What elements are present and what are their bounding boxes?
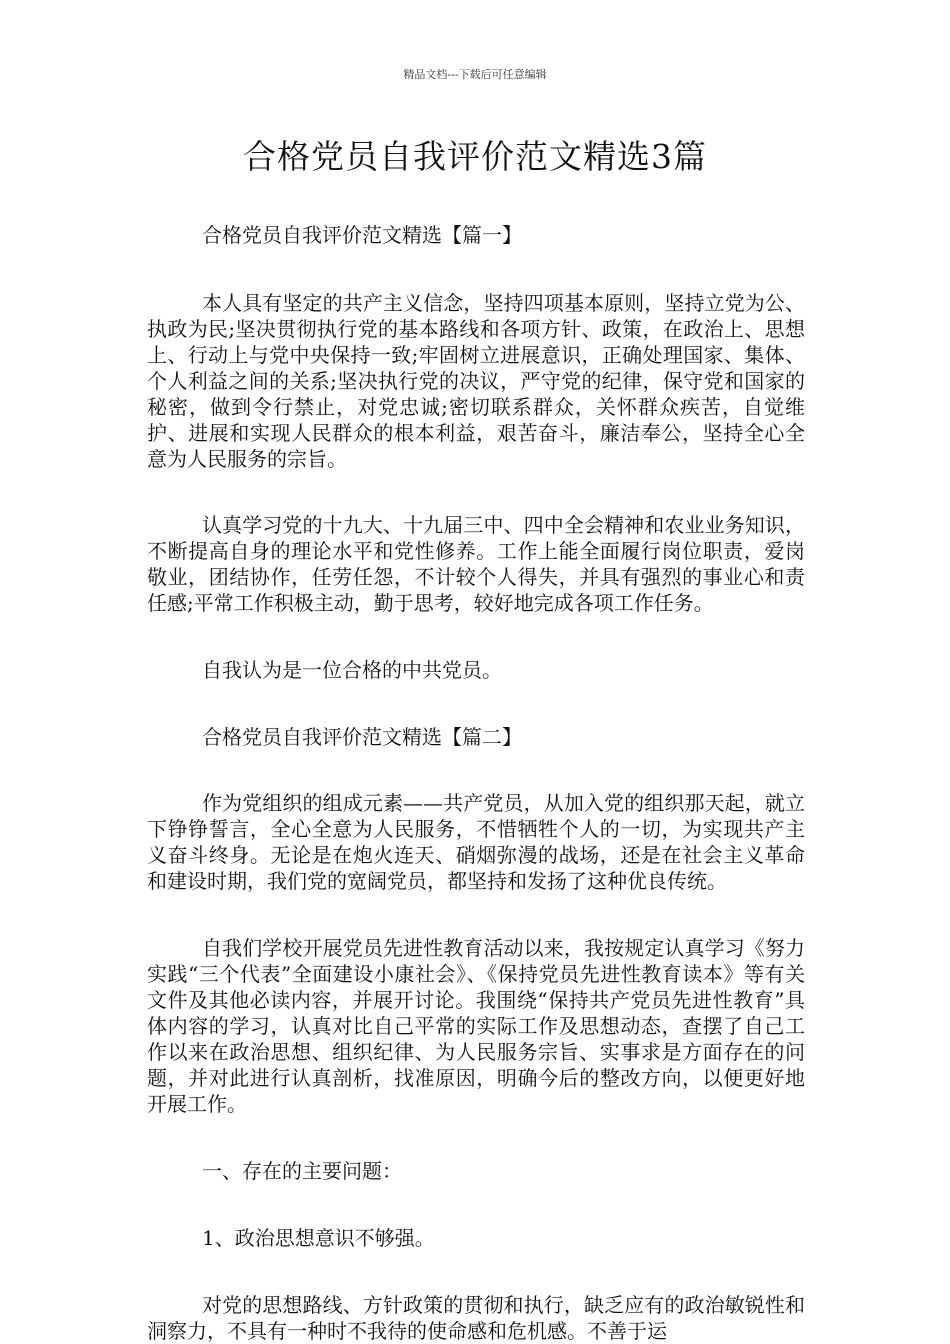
section-heading-part-1: 合格党员自我评价范文精选【篇一】 (202, 223, 522, 247)
body-paragraph: 认真学习党的十九大、十九届三中、四中全会精神和农业业务知识，不断提高自身的理论水平和党性修养。工作上能全面履行岗位职责，爱岗敬业，团结协作，任劳任怨，不计较个人得失，并具有强烈的事业心和责任感;平常工作积极主动，勤于思考，较好地完成各项工作任务。 (147, 513, 805, 615)
body-paragraph: 自我认为是一位合格的中共党员。 (202, 658, 502, 682)
body-paragraph: 自我们学校开展党员先进性教育活动以来，我按规定认真学习《努力实践“三个代表”全面建设小康社会》、《保持党员先进性教育读本》等有关文件及其他必读内容，并展开讨论。我围绕“保持共产党员先进性教育”具体内容的学习，认真对比自己平常的实际工作及思想动态，查摆了自己工作以来在政治思想、组织纪律、为人民服务宗旨、实事求是方面存在的问题，并对此进行认真剖析，找准原因，明确今后的整改方向，以便更好地开展工作。 (147, 936, 805, 1116)
body-paragraph: 作为党组织的组成元素——共产党员，从加入党的组织那天起，就立下铮铮誓言，全心全意为人民服务，不惜牺牲个人的一切，为实现共产主义奋斗终身。无论是在炮火连天、硝烟弥漫的战场，还是在社会主义革命和建设时期，我们党的宽阔党员，都坚持和发扬了这种优良传统。 (147, 791, 805, 893)
document-title: 合格党员自我评价范文精选3篇 (243, 137, 707, 176)
document-body (147, 222, 805, 1344)
subsection-heading: 一、存在的主要问题： (202, 1159, 402, 1183)
body-paragraph: 对党的思想路线、方针政策的贯彻和执行，缺乏应有的政治敏锐性和洞察力，不具有一种时不我待的使命感和危机感。不善于运 (147, 1293, 805, 1343)
section-heading-part-2: 合格党员自我评价范文精选【篇二】 (202, 725, 522, 749)
body-paragraph: 本人具有坚定的共产主义信念，坚持四项基本原则，坚持立党为公、执政为民;坚决贯彻执行党的基本路线和各项方针、政策，在政治上、思想上、行动上与党中央保持一致;牢固树立进展意识，正确处理国家、集体、个人利益之间的关系;坚决执行党的决议，严守党的纪律，保守党和国家的秘密，做到令行禁止，对党忠诚;密切联系群众，关怀群众疾苦，自觉维护、进展和实现人民群众的根本利益，艰苦奋斗，廉洁奉公，坚持全心全意为人民服务的宗旨。 (147, 291, 805, 471)
subsection-item: 1、政治思想意识不够强。 (202, 1226, 435, 1250)
header-note: 精品文档---下载后可任意编辑 (403, 68, 547, 81)
